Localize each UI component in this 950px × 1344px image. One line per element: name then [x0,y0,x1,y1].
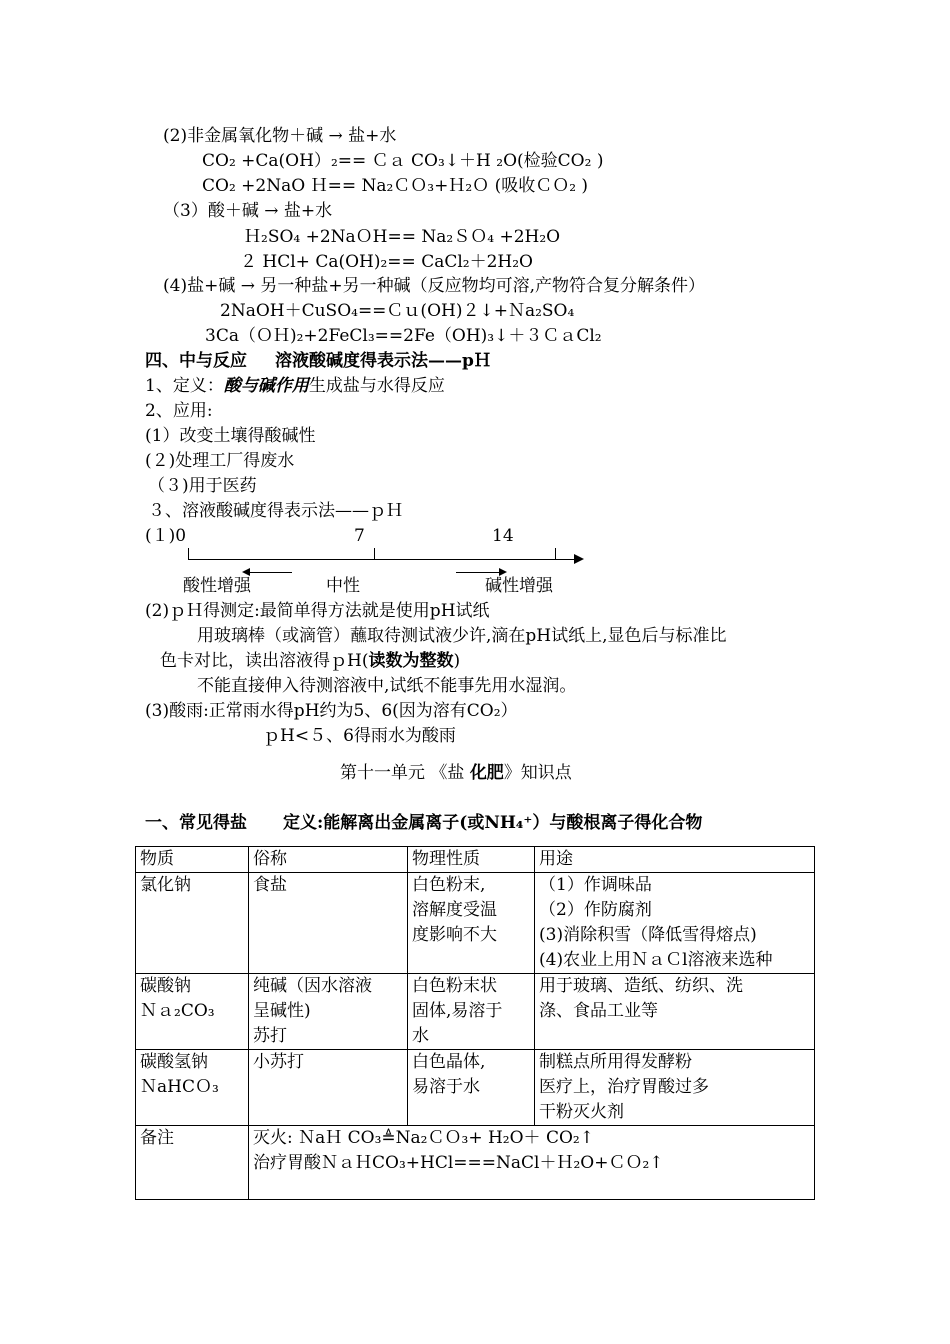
cell-line: 固体,易溶于 [412,1001,503,1021]
cell-name [136,873,249,974]
ph-tick-7 [374,548,375,560]
cell-props [408,1050,535,1126]
cell-line: 氯化钠 [140,875,191,895]
cell-line: 溶解度受温 [412,900,497,920]
cell-line: 用于玻璃、造纸、纺织、洗 [539,976,743,996]
cell-uses [535,974,815,1050]
ph-measure-text-3: 不能直接伸入待测溶液中,试纸不能事先用水湿润。 [197,676,577,696]
table-note-row [136,1126,815,1200]
cell-uses [535,1050,815,1126]
cell-props [408,873,535,974]
unit-title-a: 第十一单元 《盐 [340,763,470,783]
application-item-2: (２)处理工厂得废水 [145,451,295,471]
equation-caoh2-fecl3: 3Ca（ＯＨ)₂+2FeCl₃==2Fe（OH)₃↓＋３ＣａCl₂ [205,326,602,346]
cell-line: ＮaHCＯ₃ [140,1077,219,1097]
ph-acid-label: 酸性增强 [183,576,251,596]
ph-integer-note: 读数为整数 [368,651,454,671]
ph-scale-label-0: (１)0 [145,526,187,546]
cell-line: 白色粉末状 [412,976,497,996]
cell-line: (4)农业上用ＮａＣl溶液来选种 [539,950,773,970]
equation-hcl-caoh2: ２ HCl+ Ca(OH)₂== CaCl₂＋2H₂O [240,252,533,272]
header-common-name: 俗称 [249,847,408,873]
cell-line: （1）作调味品 [539,875,652,895]
ph-measure-text-2-c: ) [453,651,461,671]
table-header-row [136,847,815,873]
cell-line: 碳酸氢钠 [140,1052,208,1072]
cell-line: 小苏打 [253,1052,304,1072]
ph-measure-text-2 [160,650,460,672]
cell-line: 涤、食品工业等 [539,1001,658,1021]
cell-line: Ｎａ₂CO₃ [140,1001,215,1021]
ph-base-label: 碱性增强 [485,576,553,596]
table-row [136,974,815,1050]
application-heading: 2、应用: [145,401,213,421]
cell-line: 医疗上，治疗胃酸过多 [539,1077,709,1097]
ph-axis-arrowhead [574,554,584,564]
ph-measure-heading: (2)ｐＨ得测定:最简单得方法就是使用pH试纸 [145,601,490,621]
definition-emphasis: 酸与碱作用 [223,376,309,396]
section-subtitle: 溶液酸碱度得表示法——pＨ [275,351,491,371]
cell-line: 干粉灭火剂 [539,1102,624,1122]
cell-line: 白色粉末, [412,875,486,895]
cell-line: 制糕点所用得发酵粉 [539,1052,692,1072]
common-salts-title: 一、常见得盐 [145,813,247,833]
equation-co2-caoh2: CO₂ +Ca(OH）₂== Ｃａ CO₃↓＋H ₂O(检验CO₂ ) [202,151,604,171]
cell-line: 食盐 [253,875,287,895]
common-salts-heading [145,812,702,834]
common-salts-definition: 定义:能解离出金属离子(或NH₄⁺）与酸根离子得化合物 [283,813,703,833]
ph-neutral-label: 中性 [326,576,360,596]
section-heading-neutralization [145,350,491,372]
cell-name [136,1050,249,1126]
salts-table [135,846,815,1200]
ph-tick-14 [555,548,556,560]
cell-line: 碳酸钠 [140,976,191,996]
cell-line: 水 [412,1026,429,1046]
definition-text: 生成盐与水得反应 [308,376,445,396]
equation-naoh-cuso4: 2NaOH＋CuSO₄==Ｃｕ(OH)２↓+Ｎa₂SO₄ [220,301,575,321]
ph-scale-axis [188,559,578,560]
equation-h2so4-naoh: Ｈ₂SO₄ +2NaＯH== Na₂ＳＯ₄ +2H₂O [244,227,561,247]
unit-title [340,762,572,784]
cell-note-label: 备注 [136,1126,249,1200]
header-physical-properties: 物理性质 [408,847,535,873]
definition-label: 1、定义： [145,376,224,396]
cell-common [249,873,408,974]
header-uses: 用途 [535,847,815,873]
cell-props [408,974,535,1050]
application-item-1: (1）改变土壤得酸碱性 [145,426,316,446]
unit-title-b: 化肥 [469,763,504,783]
equation-co2-naoh: CO₂ +2NaO Ｈ== Na₂ＣＯ₃+Ｈ₂Ｏ (吸收ＣＯ₂ ) [202,176,589,196]
cell-line: 白色晶体, [412,1052,486,1072]
reaction-heading-3: （3）酸＋碱 → 盐+水 [163,201,333,221]
section-title: 四、中与反应 [145,351,247,371]
ph-measure-text-1: 用玻璃棒（或滴管）蘸取待测试液少许,滴在pH试纸上,显色后与标准比 [197,626,727,646]
cell-note-content [249,1126,815,1200]
cell-line: （2）作防腐剂 [539,900,652,920]
cell-line: 呈碱性) [253,1001,311,1021]
cell-line: 纯碱（因水溶液 [253,976,372,996]
table-row [136,1050,815,1126]
header-substance: 物质 [136,847,249,873]
ph-heading: ３、溶液酸碱度得表示法——ｐＨ [148,501,403,521]
reaction-heading-4: (4)盐+碱 → 另一种盐+另一种碱（反应物均可溶,产物符合复分解条件） [163,276,706,296]
note-line-extinguish: 灭火: ＮaＨ CO₃≜Na₂ＣＯ₃+ H₂O＋ CO₂↑ [253,1128,594,1148]
cell-uses [535,873,815,974]
unit-title-c: 》知识点 [503,763,572,783]
table-row [136,873,815,974]
note-line-stomach-acid: 治疗胃酸ＮａＨCO₃+HCl===NaCl＋Ｈ₂O+ＣＯ₂↑ [253,1153,664,1173]
ph-scale-label-14: 14 [492,526,514,546]
cell-name [136,974,249,1050]
cell-line: 度影响不大 [412,925,497,945]
acid-rain-text: ｐH<５、6得雨水为酸雨 [263,726,456,746]
cell-common [249,1050,408,1126]
application-item-3: （３)用于医药 [148,476,257,496]
reaction-heading-2: (2)非金属氧化物＋碱 → 盐+水 [163,126,397,146]
cell-line: (3)消除积雪（降低雪得熔点) [539,925,757,945]
ph-scale-label-7: 7 [354,526,365,546]
cell-line: 苏打 [253,1026,287,1046]
cell-line: 易溶于水 [412,1077,480,1097]
ph-measure-text-2-a: 色卡对比，读出溶液得ｐH( [160,651,369,671]
definition-line [145,375,445,397]
acid-arrow-line [248,572,292,573]
base-arrow-line [456,572,500,573]
ph-tick-0 [188,548,189,560]
acid-rain-heading: (3)酸雨:正常雨水得pH约为5、6(因为溶有CO₂） [145,701,518,721]
cell-common [249,974,408,1050]
